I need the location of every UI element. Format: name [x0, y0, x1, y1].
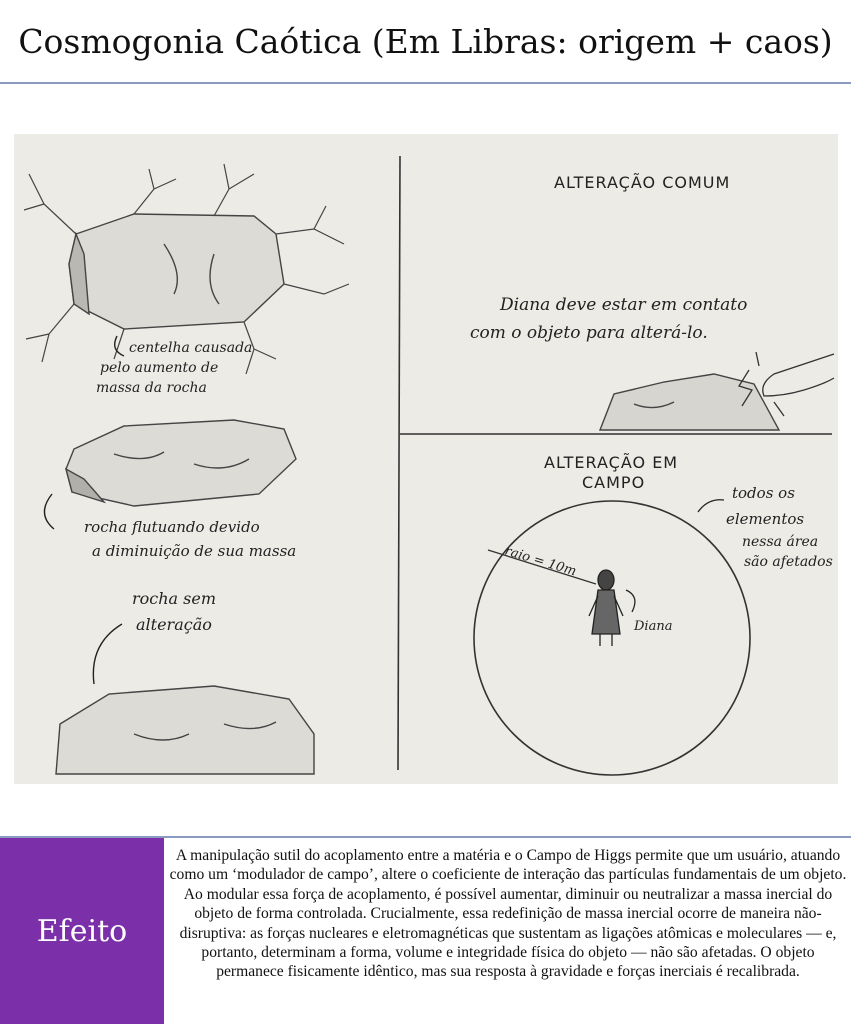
vertical-divider	[398, 156, 400, 770]
crack-note-line-3: massa da rocha	[96, 380, 207, 396]
common-note-line-1: Diana deve estar em contato	[500, 295, 748, 315]
common-heading: ALTERAÇÃO COMUM	[554, 173, 731, 192]
common-note-line-2: com o objeto para alterá-lo.	[470, 323, 708, 343]
float-note-line-1: rocha flutuando devido	[84, 518, 260, 536]
top-divider	[0, 82, 851, 84]
diana-label: Diana	[634, 619, 673, 634]
diana-arrow	[626, 590, 635, 612]
radius-label: raio = 10m	[502, 543, 578, 580]
effect-label: Efeito	[0, 838, 164, 1024]
page-title: Cosmogonia Caótica (Em Libras: origem + caos)	[18, 21, 833, 61]
normal-rock	[56, 686, 314, 774]
float-note-line-2: a diminuição de sua massa	[92, 542, 297, 560]
normal-arrow	[93, 624, 122, 684]
area-note-line-2: elementos	[726, 510, 805, 528]
crack-note-line-1: centelha causada	[129, 340, 253, 356]
floating-rock	[66, 420, 296, 506]
area-note-line-1: todos os	[732, 484, 795, 502]
area-note-line-3: nessa área	[742, 534, 819, 550]
normal-note-line-2: alteração	[136, 615, 212, 634]
area-arrow	[698, 500, 724, 512]
crack-note-line-2: pelo aumento de	[100, 360, 219, 376]
touched-rock	[600, 374, 779, 430]
field-heading-line-1: ALTERAÇÃO EM	[544, 453, 679, 472]
float-arrow	[44, 494, 54, 529]
normal-note-line-1: rocha sem	[132, 589, 217, 608]
field-heading-line-2: CAMPO	[582, 473, 646, 492]
sketch-drawing	[14, 134, 838, 784]
diana-figure	[589, 570, 623, 646]
area-note-line-4: são afetados	[744, 554, 833, 570]
sketch-illustration	[14, 134, 838, 784]
effect-description: A manipulação sutil do acoplamento entre a matéria e o Campo de Higgs permite que um usuário, atuando como um ‘modulador de campo’, altere o coeficiente de interação das partículas fundamentais de um objeto. Ao modular essa força de acoplamento, é possível aumentar, diminuir ou neutralizar a massa inercial do objeto de forma controlada. Crucialmente, essa redefinição de massa inercial ocorre de maneira não-disruptiva: as forças nucleares e eletromagnéticas que sustentam as ligações atômicas e moleculares — e, portanto, determinam a forma, volume e integridade física do objeto — não são afetadas. O objeto permanece fisicamente idêntico, mas sua resposta à gravidade e forças inerciais é recalibrada.	[169, 847, 847, 981]
